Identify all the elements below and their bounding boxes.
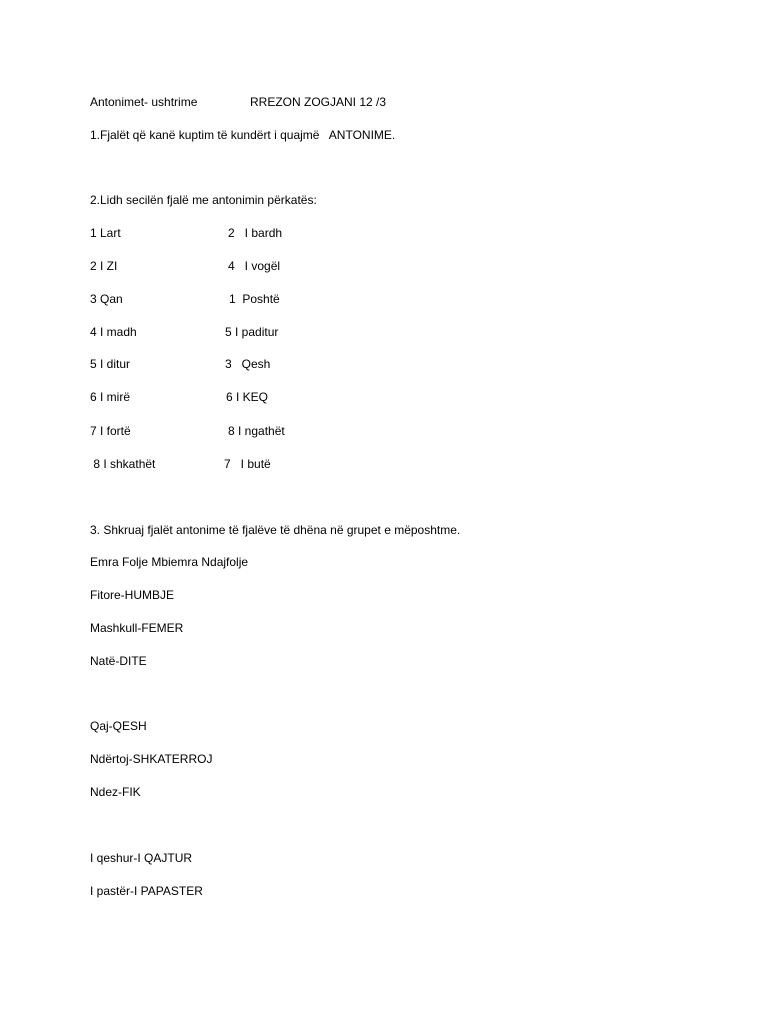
document-title: Antonimet- ushtrime (90, 95, 198, 109)
match-right-1: 2 I bardh (228, 226, 283, 240)
verb-pair-3: Ndez-FIK (90, 785, 141, 799)
noun-pair-2: Mashkull-FEMER (90, 621, 184, 635)
match-right-7: 8 I ngathët (228, 424, 285, 438)
match-right-8: 7 I butë (224, 457, 271, 471)
exercise-1-text: 1.Fjalët që kanë kuptim të kundërt i quajmë ANTONIME. (90, 128, 396, 142)
match-left-5: 5 I ditur (90, 357, 131, 371)
exercise-3-instruction: 3. Shkruaj fjalët antonime të fjalëve të dhëna në grupet e mëposhtme. (90, 523, 461, 537)
author-name: RREZON ZOGJANI 12 /3 (250, 95, 387, 109)
match-right-2: 4 I vogël (228, 259, 281, 273)
match-left-1: 1 Lart (90, 226, 121, 240)
match-right-6: 6 I KEQ (226, 390, 269, 404)
match-right-3: 1 Poshtë (229, 292, 280, 306)
noun-pair-3: Natë-DITE (90, 654, 147, 668)
noun-pair-1: Fitore-HUMBJE (90, 588, 175, 602)
match-left-4: 4 I madh (90, 325, 137, 339)
match-right-5: 3 Qesh (225, 357, 271, 371)
match-left-6: 6 I mirë (90, 390, 131, 404)
match-left-8: 8 I shkathët (90, 457, 156, 471)
verb-pair-2: Ndërtoj-SHKATERROJ (90, 752, 213, 766)
match-left-2: 2 I ZI (90, 259, 118, 273)
categories-line: Emra Folje Mbiemra Ndajfolje (90, 555, 249, 569)
exercise-2-instruction: 2.Lidh secilën fjalë me antonimin përkatës: (90, 193, 317, 207)
match-left-3: 3 Qan (90, 292, 123, 306)
adjective-pair-2: I pastër-I PAPASTER (90, 884, 203, 898)
match-right-4: 5 I paditur (225, 325, 279, 339)
verb-pair-1: Qaj-QESH (90, 719, 147, 733)
match-left-7: 7 I fortë (90, 424, 131, 438)
adjective-pair-1: I qeshur-I QAJTUR (90, 851, 193, 865)
